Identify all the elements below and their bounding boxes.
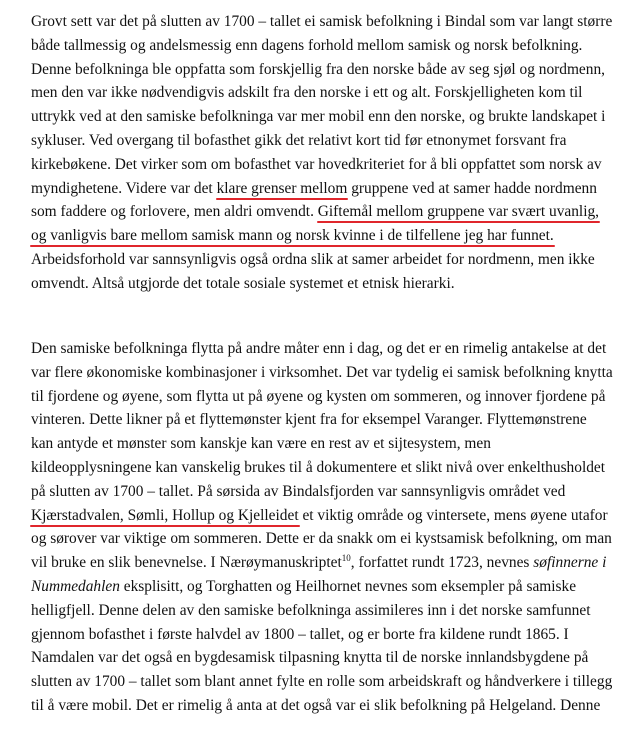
text-run: gruppene ved at samer hadde nordmenn	[347, 179, 597, 197]
text-line: kildeopplysningene kan vanskelig brukes til å dokumentere et slikt nivå over enkelthusholdet	[31, 458, 606, 476]
red-underline-annotation: Giftemål mellom gruppene var svært uvanlig,	[317, 203, 600, 221]
text-run: myndighetene. Videre var det	[31, 179, 217, 197]
text-line: til å være mobil. Det er rimelig å anta at det også var ei slik befolkning på Helgeland. Denne	[31, 696, 601, 714]
text-line	[31, 504, 613, 528]
text-line	[31, 177, 612, 201]
red-underline-annotation: Kjærstadvalen, Sømli, Hollup og Kjelleidet	[31, 506, 299, 524]
text-line: Grovt sett var det på slutten av 1700 – tallet ei samisk befolkning i Bindal som var langt større	[31, 13, 613, 30]
text-run: , forfattet rundt 1723, nevnes	[350, 554, 534, 572]
text-run: eksplisitt, og Torghatten og Heilhornet nevnes som eksempler på samiske	[119, 577, 577, 595]
text-line: sykluser. Ved overgang til bofasthet gikk det relativt kort tid før etnonymet forsvant fra	[31, 131, 567, 149]
text-line: Arbeidsforhold var sannsynligvis også ordna slik at samer arbeidet for nordmenn, men ikke	[31, 250, 595, 268]
text-line: Namdalen var det også en bygdesamisk tilpasning knytta til de norske innlandsbygdene på	[31, 649, 589, 667]
text-line	[31, 224, 612, 248]
text-line: gjennom bofasthet i første halvdel av 1800 – tallet, og er borte fra kildene rundt 1865. I	[31, 625, 569, 643]
paragraph-1	[31, 10, 612, 296]
text-line: helligfjell. Denne delen av den samiske befolkninga assimileres inn i det norske samfunnet	[31, 601, 591, 619]
text-line: slutten av 1700 – tallet som blant annet fylte en rolle som arbeidskraft og håndverkere i tillegg	[31, 673, 613, 691]
text-run: vil bruke en slik benevnelse. I Nærøymanuskriptet	[31, 554, 342, 572]
red-underline-annotation: og vanligvis bare mellom samisk mann og norsk kvinne i de tilfellene jeg har funnet.	[31, 227, 554, 245]
text-line: til fjordene og øyene, som flytta ut på øyene og kysten om sommeren, og innover fjordene på	[31, 387, 606, 405]
italic-text: Nummedahlen	[31, 577, 120, 595]
text-run: som faddere og forlovere, men aldri omvendt.	[31, 203, 318, 221]
italic-text: søfinnerne i	[533, 554, 607, 572]
red-underline-annotation: klare grenser mellom	[216, 179, 348, 197]
text-line: vinteren. Dette likner på et flyttemønster kjent fra for eksempel Varanger. Flyttemønstrene	[31, 411, 587, 429]
text-line	[31, 575, 613, 599]
text-line: på slutten av 1700 – tallet. På sørsida av Bindalsfjorden var sannsynligvis området ved	[31, 482, 566, 500]
text-line: både tallmessig og andelsmessig enn dagens forhold mellom samisk og norsk befolkning.	[31, 36, 583, 54]
text-run: et viktig område og vintersete, mens øyene utafor	[298, 506, 608, 524]
text-line: kirkebøkene. Det virker som om bofasthet var hovedkriteriet for å bli oppfattet som norsk av	[31, 155, 602, 173]
text-line: var flere økonomiske kombinasjoner i virksomhet. Det var tydelig ei samisk befolkning knytta	[31, 363, 613, 381]
text-line	[31, 200, 612, 224]
text-line: men den var ikke nødvendigvis adskilt fra den norske i ett og alt. Forskjelligheten kom til	[31, 84, 583, 102]
text-line: Den samiske befolkninga flytta på andre måter enn i dag, og det er en rimelig antakelse at det	[31, 340, 607, 357]
text-line: kan antyde et mønster som kanskje kan være en rest av et sijtesystem, men	[31, 435, 491, 453]
text-line: og sørover var viktige om sommeren. Dette er da snakk om ei kystsamisk befolkning, om man	[31, 530, 612, 548]
text-line: Denne befolkninga ble oppfatta som forskjellig fra den norske både av seg sjøl og nordmenn,	[31, 60, 605, 78]
text-line: uttrykk ved at den samiske befolkninga var mer mobil enn den norske, og brukte landskapet i	[31, 108, 606, 126]
paragraph-2	[31, 337, 613, 718]
text-line	[31, 551, 613, 575]
footnote-marker: 10	[341, 553, 351, 564]
text-line: omvendt. Altså utgjorde det totale sosiale systemet et etnisk hierarki.	[31, 274, 455, 292]
